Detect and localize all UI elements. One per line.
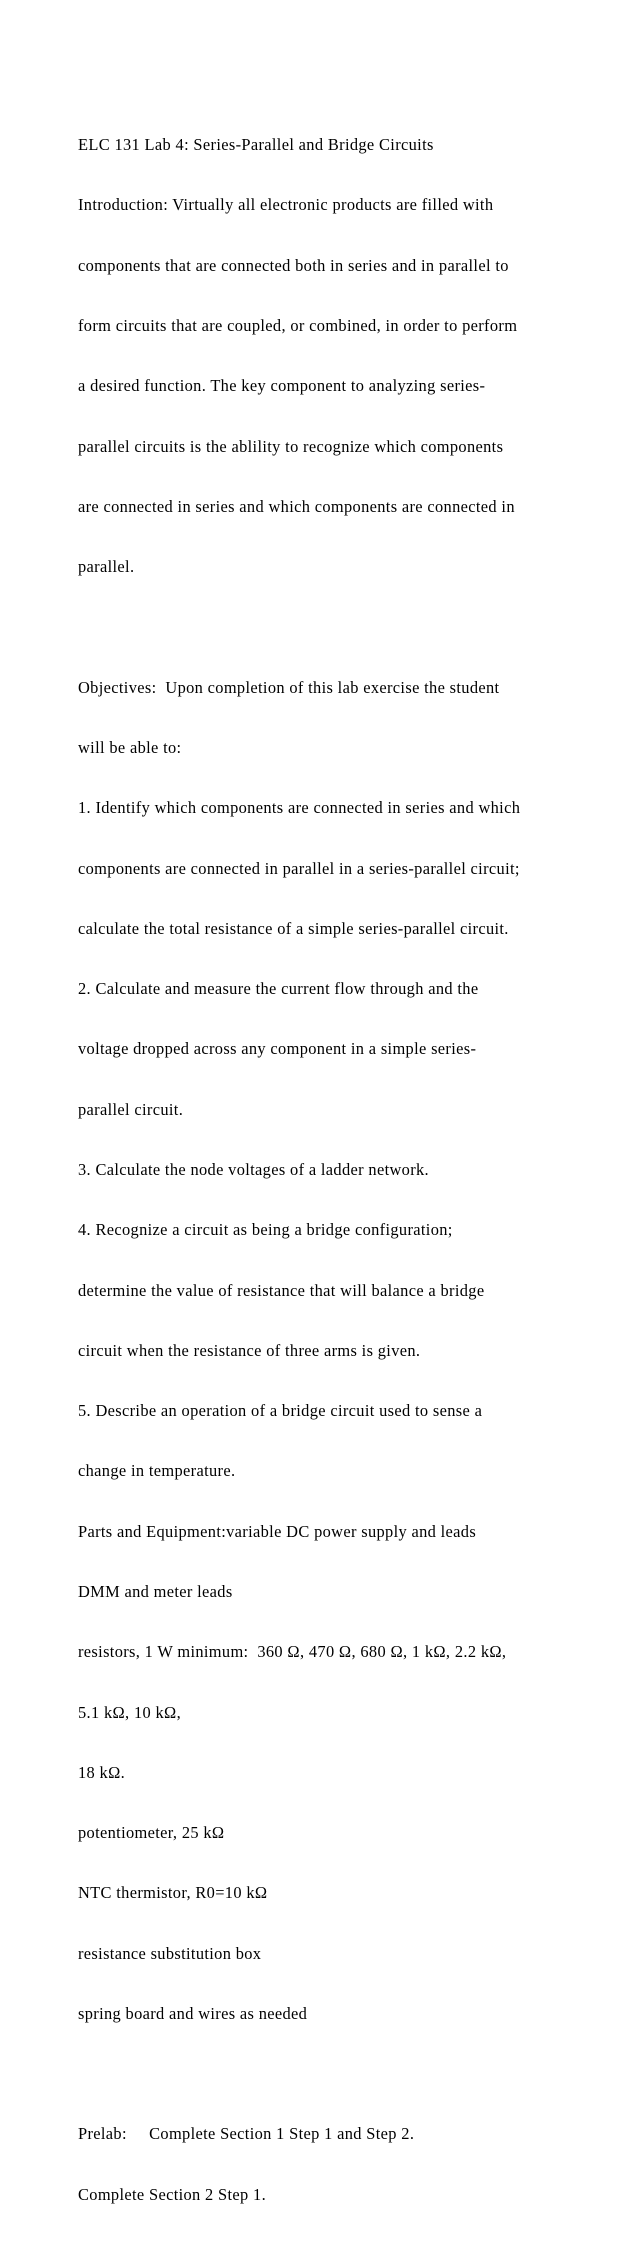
objective-item: 3. Calculate the node voltages of a ladder network. xyxy=(78,1159,430,1179)
introduction-line: a desired function. The key component to analyzing series- xyxy=(78,376,486,396)
objective-item: 2. Calculate and measure the current flow through and the xyxy=(78,979,479,999)
prelab-line: Complete Section 2 Step 1. xyxy=(78,2184,267,2204)
introduction-line: components that are connected both in series and in parallel to xyxy=(78,255,509,275)
objective-item: voltage dropped across any component in a simple series- xyxy=(78,1039,477,1059)
objectives-line: will be able to: xyxy=(78,738,182,757)
parts-item: resistors, 1 W minimum: 360 Ω, 470 Ω, 680 Ω, 1 kΩ, 2.2 kΩ, xyxy=(78,1642,507,1662)
objectives-heading: Objectives: Upon completion of this lab exercise the student xyxy=(78,677,500,697)
parts-heading: Parts and Equipment:variable DC power supply and leads xyxy=(78,1521,477,1541)
prelab-line: Prelab: Complete Section 1 Step 1 and Step 2. xyxy=(78,2124,415,2144)
objective-item: determine the value of resistance that will balance a bridge xyxy=(78,1280,485,1300)
document-title: ELC 131 Lab 4: Series-Parallel and Bridge Circuits xyxy=(78,135,434,155)
document-body xyxy=(78,95,618,2245)
objective-item: 4. Recognize a circuit as being a bridge configuration; xyxy=(78,1220,453,1240)
parts-item: 18 kΩ. xyxy=(78,1762,126,1782)
objective-item: 5. Describe an operation of a bridge circuit used to sense a xyxy=(78,1401,483,1421)
parts-item: DMM and meter leads xyxy=(78,1581,233,1601)
introduction-line: Introduction: Virtually all electronic products are filled with xyxy=(78,195,494,215)
introduction-line: parallel. xyxy=(78,557,135,577)
blank-line xyxy=(78,2064,618,2084)
objective-item: change in temperature. xyxy=(78,1461,236,1481)
blank-line xyxy=(78,617,618,637)
parts-item: resistance substitution box xyxy=(78,1943,262,1963)
introduction-line: form circuits that are coupled, or combined, in order to perform xyxy=(78,316,518,336)
objective-item: calculate the total resistance of a simple series-parallel circuit. xyxy=(78,918,509,938)
objective-item: 1. Identify which components are connected in series and which xyxy=(78,798,521,818)
objective-item: circuit when the resistance of three arms is given. xyxy=(78,1340,421,1360)
parts-item: spring board and wires as needed xyxy=(78,2003,308,2023)
introduction-line: are connected in series and which components are connected in xyxy=(78,496,515,516)
introduction-line: parallel circuits is the ablility to recognize which components xyxy=(78,436,504,456)
objective-item: components are connected in parallel in a series-parallel circuit; xyxy=(78,858,520,878)
parts-item: NTC thermistor, R0=10 kΩ xyxy=(78,1883,268,1903)
parts-item: potentiometer, 25 kΩ xyxy=(78,1823,225,1843)
parts-item: 5.1 kΩ, 10 kΩ, xyxy=(78,1702,182,1722)
objective-item: parallel circuit. xyxy=(78,1099,184,1119)
